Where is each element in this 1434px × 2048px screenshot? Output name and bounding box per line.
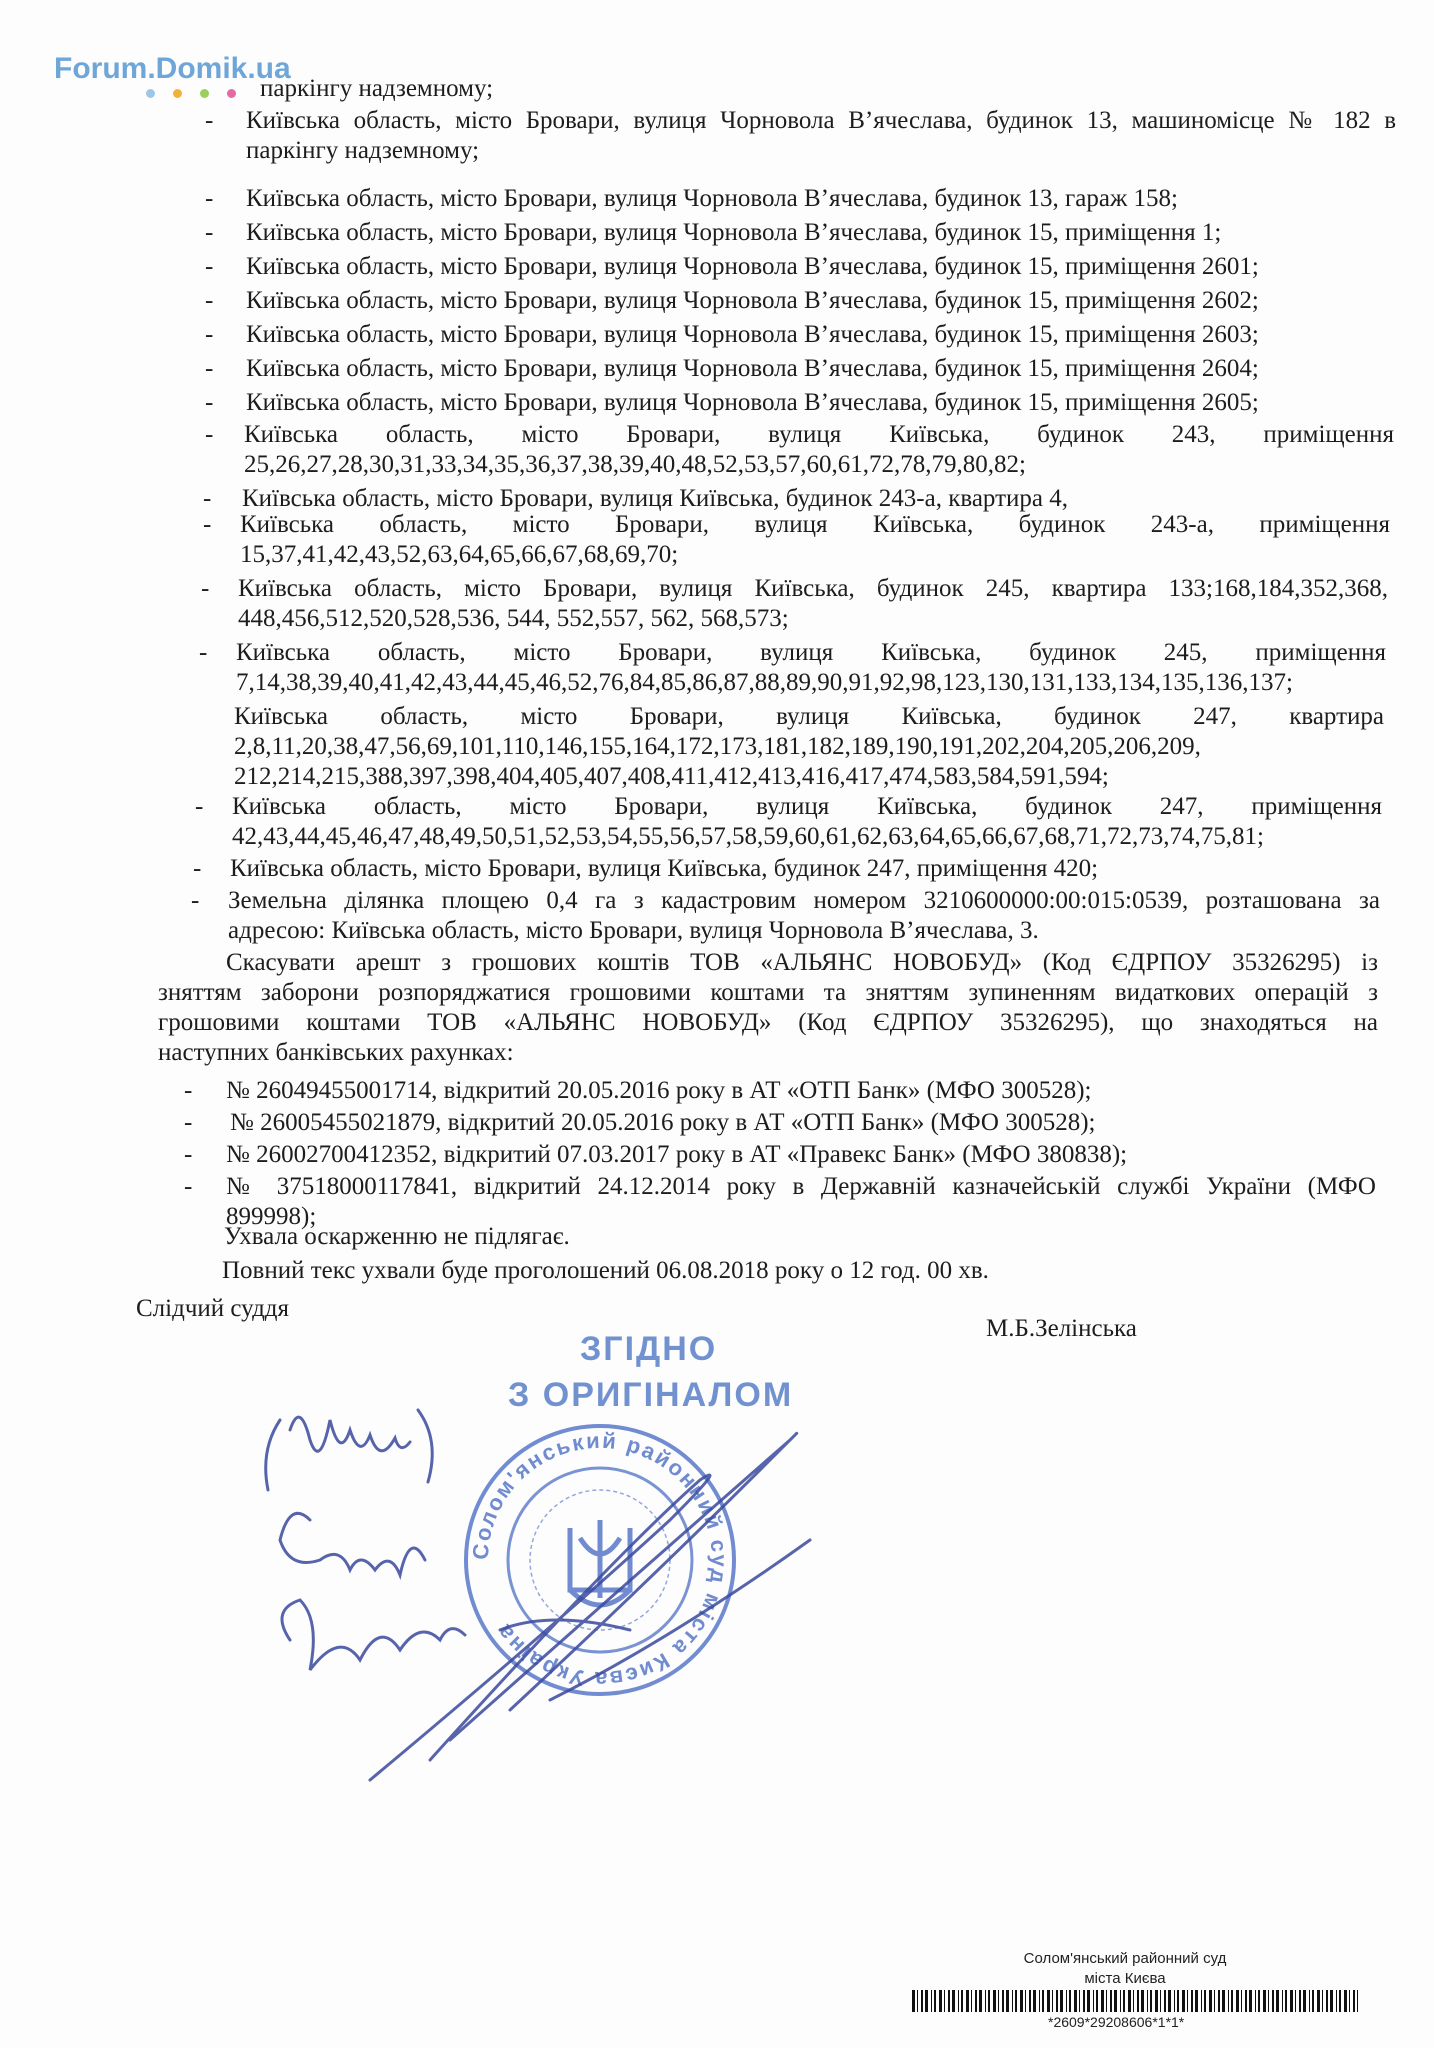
list-item: Київська область, місто Бровари, вулиця Чорновола В’ячеслава, будинок 15, приміщення 2604; [246, 355, 1259, 382]
list-item-line: 42,43,44,45,46,47,48,49,50,51,52,53,54,55,56,57,58,59,60,61,62,63,64,65,66,67,68,71,72,73,74,75,81; [232, 823, 1264, 850]
barcode-bar [1322, 1990, 1323, 2012]
barcode-bar [1330, 1990, 1333, 2012]
barcode-bar [1245, 1990, 1247, 2012]
barcode-bar [1263, 1990, 1266, 2012]
list-item: Київська область, місто Бровари, вулиця Київська, будинок 243-а, квартира 4, [242, 485, 1069, 512]
barcode-bar [1155, 1990, 1158, 2012]
footer-court-city: міста Києва [1084, 1970, 1166, 1987]
list-item-line: Земельна ділянка площею 0,4 га з кадастровим номером 3210600000:00:015:0539, розташована за [228, 887, 1380, 914]
barcode-bar [1042, 1990, 1044, 2012]
barcode-bar [1106, 1990, 1107, 2012]
barcode-bar [971, 1990, 972, 2012]
barcode-bar [1255, 1990, 1256, 2012]
barcode-bar [1160, 1990, 1161, 2012]
barcode-bar [1258, 1990, 1260, 2012]
list-item-line: Київська область, місто Бровари, вулиця Київська, будинок 243-а, приміщення [240, 511, 1390, 538]
barcode-bar [985, 1990, 986, 2012]
list-dash: - [199, 639, 208, 666]
barcode-bar [998, 1990, 999, 2012]
site-watermark: Forum.Domik.ua [54, 52, 291, 85]
list-dash: - [205, 219, 214, 246]
list-dash: - [203, 511, 212, 538]
barcode-bar [1228, 1990, 1229, 2012]
barcode-bar [1123, 1990, 1125, 2012]
bank-account-item: № 26049455001714, відкритий 20.05.2016 року в АТ «ОТП Банк» (МФО 300528); [226, 1077, 1092, 1104]
barcode-bar [1182, 1990, 1185, 2012]
barcode-bar [1276, 1990, 1279, 2012]
paragraph-appeal: Ухвала оскарженню не підлягає. [224, 1223, 570, 1250]
barcode-bar [931, 1990, 932, 2012]
paragraph-full-text: Повний текс ухвали буде проголошений 06.08.2018 року о 12 год. 00 хв. [222, 1257, 989, 1284]
bank-account-item: № 26002700412352, відкритий 07.03.2017 року в АТ «Правекс Банк» (МФО 380838); [226, 1141, 1128, 1168]
barcode-bar [939, 1990, 942, 2012]
barcode-bar [1241, 1990, 1242, 2012]
list-item [238, 574, 1388, 634]
list-item-line: 2,8,11,20,38,47,56,69,101,110,146,155,164,172,173,181,182,189,190,191,202,204,205,206,209, [234, 733, 1201, 760]
barcode-bar [1285, 1990, 1287, 2012]
barcode-bar [1006, 1990, 1009, 2012]
list-dash: - [193, 855, 202, 882]
barcode-bar [1209, 1990, 1212, 2012]
barcode-bar [1299, 1990, 1301, 2012]
list-dash: - [205, 253, 214, 280]
barcode-bar [1056, 1990, 1058, 2012]
barcode-bar [1303, 1990, 1306, 2012]
barcode-bar [1060, 1990, 1063, 2012]
list-item: Київська область, місто Бровари, вулиця Чорновола В’ячеслава, будинок 15, приміщення 2601; [246, 253, 1259, 280]
list-dash: - [203, 485, 212, 512]
list-item: Київська область, місто Бровари, вулиця Чорновола В’ячеслава, будинок 15, приміщення 1; [246, 219, 1222, 246]
list-item-line: Київська область, місто Бровари, вулиця Київська, будинок 243, приміщення [244, 421, 1394, 448]
list-dash: - [205, 421, 214, 448]
handwritten-signature-icon [250, 1380, 910, 1800]
list-item: Київська область, місто Бровари, вулиця Чорновола В’ячеслава, будинок 13, гараж 158; [246, 185, 1178, 212]
list-item [232, 792, 1382, 852]
list-item: Київська область, місто Бровари, вулиця Чорновола В’ячеслава, будинок 15, приміщення 2603; [246, 321, 1259, 348]
list-item [234, 702, 1384, 792]
barcode-bar [1110, 1990, 1112, 2012]
barcode-bar [921, 1990, 923, 2012]
barcode-bar [1120, 1990, 1121, 2012]
barcode-bar [1168, 1990, 1171, 2012]
barcode-bar [988, 1990, 990, 2012]
list-item-line: 212,214,215,388,397,398,404,405,407,408,411,412,413,416,417,474,583,584,591,594; [234, 763, 1109, 790]
barcode-bar [1025, 1990, 1026, 2012]
barcode-bar [1150, 1990, 1152, 2012]
list-dash: - [184, 1077, 193, 1104]
list-item-line: 448,456,512,520,528,536, 544, 552,557, 562, 568,573; [238, 605, 789, 632]
barcode-bar [1133, 1990, 1134, 2012]
watermark-dots [146, 89, 236, 98]
barcode-bar [1344, 1990, 1347, 2012]
list-dash: - [195, 793, 204, 820]
list-dash: - [205, 107, 214, 134]
barcode-bar [1353, 1990, 1355, 2012]
paragraph-line: Скасувати арешт з грошових коштів ТОВ «АЛЬЯНС НОВОБУД» (Код ЄДРПОУ 35326295) із [226, 949, 1378, 976]
watermark-dot [173, 89, 182, 98]
list-item-line: паркінгу надземному; [246, 137, 480, 164]
list-item-line: 25,26,27,28,30,31,33,34,35,36,37,38,39,40,48,52,53,57,60,61,72,78,79,80,82; [244, 451, 1026, 478]
barcode-bar [1222, 1990, 1225, 2012]
list-dash: - [205, 355, 214, 382]
barcode-bar [1236, 1990, 1239, 2012]
list-item [240, 510, 1390, 570]
list-dash: - [205, 321, 214, 348]
barcode-bar [979, 1990, 982, 2012]
barcode-bar [1147, 1990, 1148, 2012]
barcode-bar [944, 1990, 945, 2012]
barcode-bar [1174, 1990, 1175, 2012]
barcode-bar [952, 1990, 955, 2012]
barcode-bar [1295, 1990, 1296, 2012]
barcode-bar [934, 1990, 936, 2012]
barcode-bar [1272, 1990, 1274, 2012]
paragraph-line: зняттям заборони розпоряджатися грошовими коштами та зняттям зупиненням видаткових операцій з [158, 979, 1378, 1006]
list-dash: - [184, 1109, 193, 1136]
barcode-bar [1033, 1990, 1036, 2012]
barcode-bar [1012, 1990, 1013, 2012]
barcode-bar [1079, 1990, 1080, 2012]
barcode-bar [1218, 1990, 1220, 2012]
barcode-bar [993, 1990, 996, 2012]
barcode-bar [1317, 1990, 1320, 2012]
list-item [228, 886, 1380, 946]
list-dash: - [184, 1141, 193, 1168]
barcode-icon [912, 1990, 1358, 2012]
stamp-line: З ОРИГІНАЛОМ [508, 1376, 794, 1414]
barcode-bar [1336, 1990, 1337, 2012]
barcode-bar [1039, 1990, 1040, 2012]
list-item: Київська область, місто Бровари, вулиця Чорновола В’ячеслава, будинок 15, приміщення 2602; [246, 287, 1259, 314]
bank-account-item: № 26005455021879, відкритий 20.05.2016 року в АТ «ОТП Банк» (МФО 300528); [230, 1109, 1096, 1136]
judge-title: Слідчий суддя [136, 1295, 290, 1322]
paragraph-line: грошовими коштами ТОВ «АЛЬЯНС НОВОБУД» (Код ЄДРПОУ 35326295), що знаходяться на [158, 1009, 1378, 1036]
list-item-line: Київська область, місто Бровари, вулиця Київська, будинок 247, приміщення [232, 793, 1382, 820]
list-item-continuation: паркінгу надземному; [260, 75, 494, 102]
barcode-bar [917, 1990, 918, 2012]
barcode-bar [1083, 1990, 1085, 2012]
barcode-bar [961, 1990, 963, 2012]
barcode-bar [1047, 1990, 1050, 2012]
judge-name: М.Б.Зелінська [986, 1315, 1137, 1342]
list-item [244, 420, 1394, 480]
barcode-bar [1309, 1990, 1310, 2012]
list-dash: - [205, 287, 214, 314]
barcode-bar [1164, 1990, 1166, 2012]
barcode-bar [1137, 1990, 1139, 2012]
paragraph-line: наступних банківських рахунках: [158, 1039, 514, 1066]
barcode-bar [1093, 1990, 1094, 2012]
list-dash: - [205, 389, 214, 416]
barcode-bar [912, 1990, 915, 2012]
barcode-bar [1231, 1990, 1233, 2012]
barcode-bar [1074, 1990, 1077, 2012]
watermark-dot [146, 89, 155, 98]
barcode-bar [1195, 1990, 1198, 2012]
list-item: Київська область, місто Бровари, вулиця Чорновола В’ячеслава, будинок 15, приміщення 2605; [246, 389, 1259, 416]
watermark-dot [200, 89, 209, 98]
list-item-line: адресою: Київська область, місто Бровари, вулиця Чорновола В’ячеслава, 3. [228, 917, 1039, 944]
list-item-line: 899998); [226, 1203, 317, 1230]
barcode-bar [1187, 1990, 1188, 2012]
seal-text: Солом'янський районний суд міста Києва Україна [467, 1427, 733, 1693]
barcode-bar [1290, 1990, 1293, 2012]
barcode-bar [1114, 1990, 1117, 2012]
barcode-bar [1069, 1990, 1071, 2012]
barcode-bar [1101, 1990, 1104, 2012]
barcode-bar [1326, 1990, 1328, 2012]
list-item-line: Київська область, місто Бровари, вулиця Київська, будинок 245, квартира 133;168,184,352,368, [238, 575, 1388, 602]
barcode-bar [975, 1990, 977, 2012]
barcode-bar [1312, 1990, 1314, 2012]
list-dash: - [191, 887, 200, 914]
list-item-line: № 37518000117841, відкритий 24.12.2014 року в Державній казначейській службі України (МФО [226, 1173, 1376, 1200]
barcode-bar [1201, 1990, 1202, 2012]
barcode-bar [1020, 1990, 1023, 2012]
paragraph-cancel-arrest [158, 948, 1378, 1068]
barcode-bar [1029, 1990, 1031, 2012]
footer-court-name: Солом'янський районний суд [1023, 1950, 1227, 1967]
barcode-bar [948, 1990, 950, 2012]
barcode-bar [1141, 1990, 1144, 2012]
list-item-line: Київська область, місто Бровари, вулиця Київська, будинок 247, квартира [234, 703, 1384, 730]
barcode-bar [1002, 1990, 1004, 2012]
list-item: Київська область, місто Бровари, вулиця Київська, будинок 247, приміщення 420; [230, 855, 1099, 882]
list-dash: - [184, 1173, 193, 1200]
barcode-bar [1128, 1990, 1131, 2012]
watermark-dot [227, 89, 236, 98]
barcode-bar [1066, 1990, 1067, 2012]
barcode-bar [1177, 1990, 1179, 2012]
list-item-line: Київська область, місто Бровари, вулиця Київська, будинок 245, приміщення [236, 639, 1386, 666]
list-item-line: Київська область, місто Бровари, вулиця Чорновола В’ячеслава, будинок 13, машиномісце № 182 в [246, 107, 1396, 134]
barcode-bar [925, 1990, 928, 2012]
barcode-bar [958, 1990, 959, 2012]
barcode-bar [1357, 1990, 1358, 2012]
barcode-bar [1339, 1990, 1341, 2012]
barcode-bar [1191, 1990, 1193, 2012]
barcode-bar [1015, 1990, 1017, 2012]
list-dash: - [201, 575, 210, 602]
barcode-bar [1204, 1990, 1206, 2012]
stamp-line: ЗГІДНО [580, 1330, 718, 1368]
barcode-bar [1282, 1990, 1283, 2012]
barcode-bar [1214, 1990, 1215, 2012]
list-item [236, 638, 1386, 698]
list-dash: - [205, 185, 214, 212]
barcode-number: *2609*29208606*1*1* [1048, 2014, 1185, 2030]
barcode-bar [1096, 1990, 1098, 2012]
list-item [246, 106, 1396, 166]
list-item-line: 15,37,41,42,43,52,63,64,65,66,67,68,69,70; [240, 541, 679, 568]
barcode-bar [1268, 1990, 1269, 2012]
list-item-line: 7,14,38,39,40,41,42,43,44,45,46,52,76,84,85,86,87,88,89,90,91,92,98,123,130,131,133,134,135,136,137; [236, 669, 1293, 696]
barcode-bar [1249, 1990, 1252, 2012]
barcode-bar [1087, 1990, 1090, 2012]
barcode-bar [966, 1990, 969, 2012]
barcode-bar [1052, 1990, 1053, 2012]
barcode-bar [1349, 1990, 1350, 2012]
